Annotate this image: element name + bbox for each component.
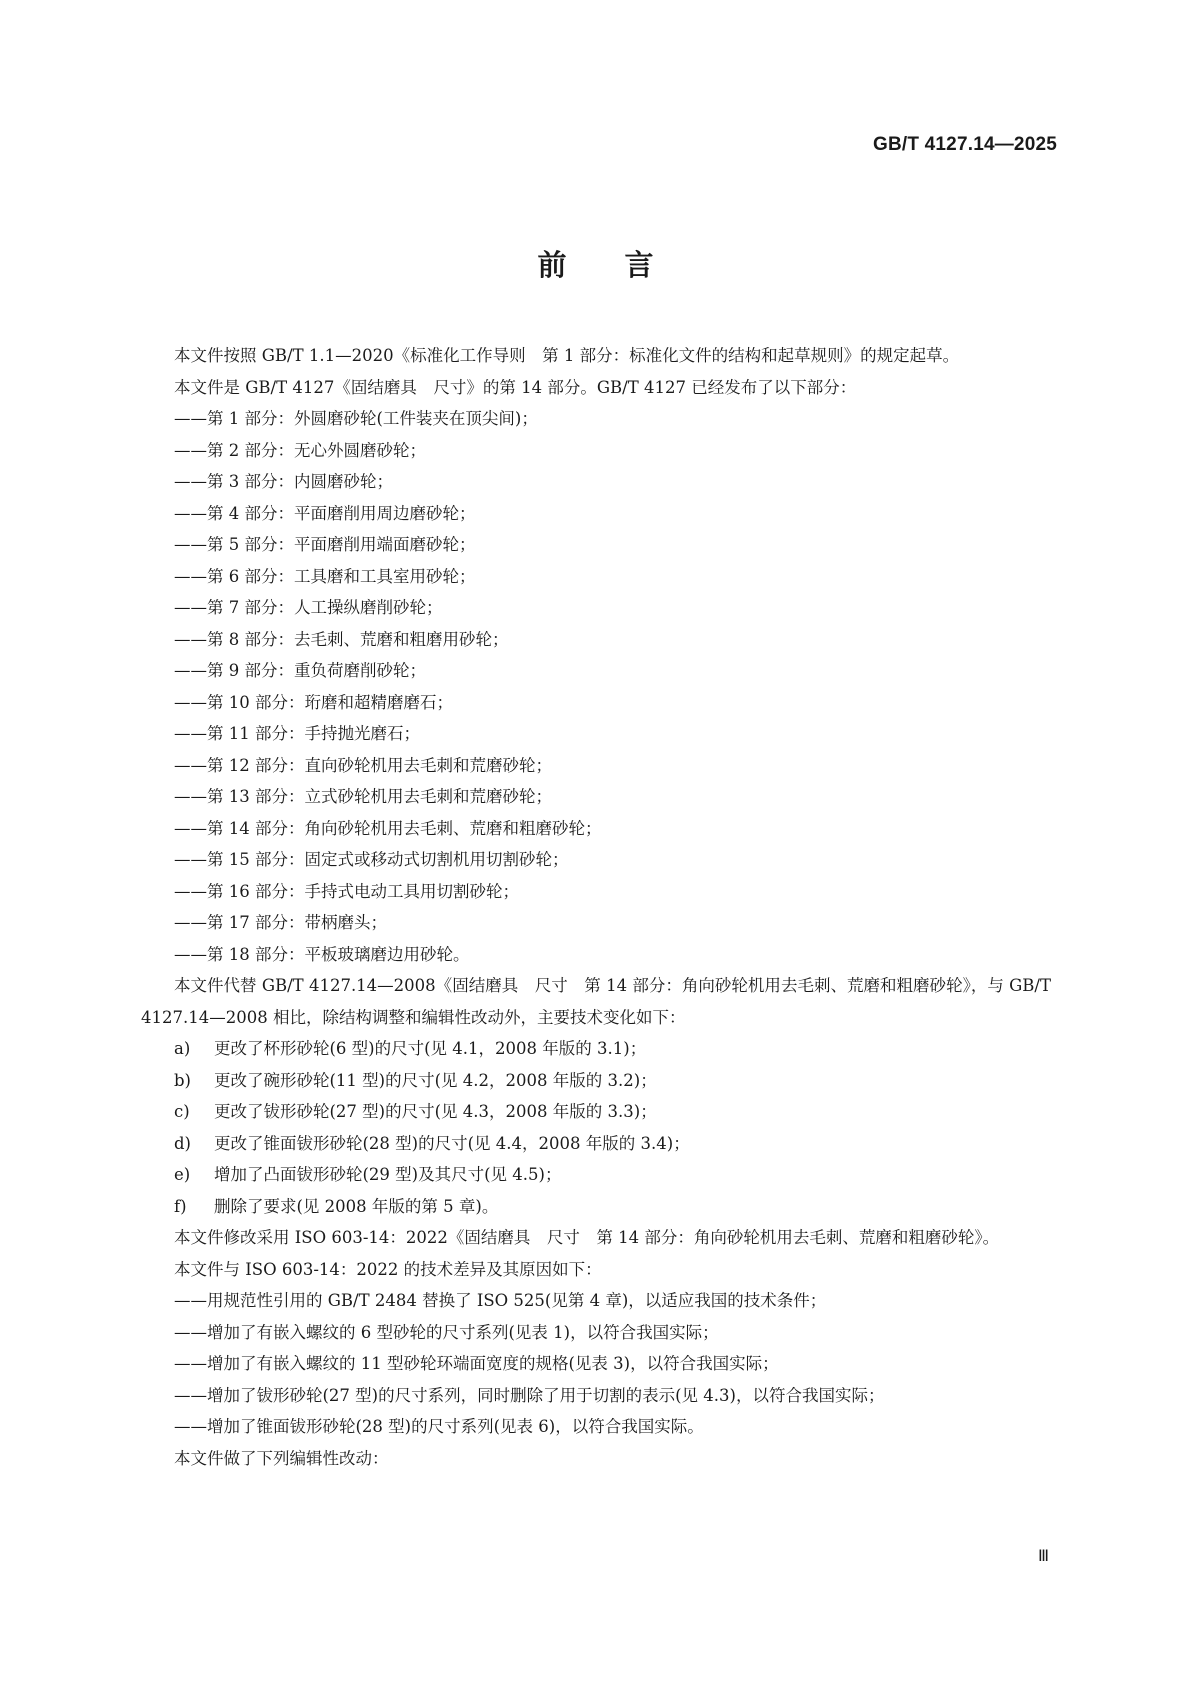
page-number: Ⅲ — [1037, 1548, 1049, 1565]
list-item — [141, 1065, 1051, 1097]
document-body — [141, 340, 1051, 1474]
list-item — [141, 1191, 1051, 1223]
list-item: ——第 18 部分：平板玻璃磨边用砂轮。 — [174, 944, 470, 964]
list-item: ——第 12 部分：直向砂轮机用去毛刺和荒磨砂轮； — [174, 755, 552, 775]
list-item: ——用规范性引用的 GB/T 2484 替换了 ISO 525(见第 4 章)，以适应我国的技术条件； — [174, 1291, 827, 1310]
differences-list — [141, 1285, 1051, 1443]
list-item: ——第 17 部分：带柄磨头； — [174, 913, 387, 932]
list-item: ——第 6 部分：工具磨和工具室用砂轮； — [174, 566, 476, 586]
editorial-intro: 本文件做了下列编辑性改动： — [174, 1448, 389, 1468]
part-of-paragraph: 本文件是 GB/T 4127《固结磨具 尺寸》的第 14 部分。GB/T 4127 已经发布了以下部分： — [174, 377, 857, 397]
list-item: ——第 11 部分：手持抛光磨石； — [174, 724, 420, 743]
list-item-letter: b) — [174, 1070, 191, 1090]
list-item: ——第 9 部分：重负荷磨削砂轮； — [174, 661, 426, 680]
replaces-paragraph: 本文件代替 GB/T 4127.14—2008《固结磨具 尺寸 第 14 部分：角向砂轮机用去毛刺、荒磨和粗磨砂轮》，与 GB/T 4127.14—2008 相比，除结构调整和编辑性改动外，主要技术变化如下： — [141, 976, 1051, 1027]
list-item-text: 更改了钹形砂轮(27 型)的尺寸(见 4.3，2008 年版的 3.3)； — [214, 1102, 657, 1121]
list-item: ——第 14 部分：角向砂轮机用去毛刺、荒磨和粗磨砂轮； — [174, 818, 602, 838]
list-item-text: 更改了碗形砂轮(11 型)的尺寸(见 4.2，2008 年版的 3.2)； — [214, 1070, 657, 1090]
list-item-letter: c) — [174, 1102, 190, 1121]
list-item: ——第 4 部分：平面磨削用周边磨砂轮； — [174, 503, 476, 523]
list-item: ——第 1 部分：外圆磨砂轮(工件装夹在顶尖间)； — [174, 409, 538, 428]
list-item-text: 增加了凸面钹形砂轮(29 型)及其尺寸(见 4.5)； — [214, 1165, 562, 1184]
list-item: ——第 5 部分：平面磨削用端面磨砂轮； — [174, 535, 476, 554]
list-item: ——增加了锥面钹形砂轮(28 型)的尺寸系列(见表 6)，以符合我国实际。 — [174, 1417, 704, 1436]
list-item-text: 更改了锥面钹形砂轮(28 型)的尺寸(见 4.4，2008 年版的 3.4)； — [214, 1133, 690, 1153]
list-item: ——第 16 部分：手持式电动工具用切割砂轮； — [174, 881, 519, 901]
changes-list — [141, 1033, 1051, 1222]
parts-list — [141, 403, 1051, 970]
list-item-letter: f) — [174, 1196, 187, 1216]
list-item-text: 更改了杯形砂轮(6 型)的尺寸(见 4.1，2008 年版的 3.1)； — [214, 1039, 647, 1058]
list-item: ——第 2 部分：无心外圆磨砂轮； — [174, 440, 426, 460]
list-item: ——第 10 部分：珩磨和超精磨磨石； — [174, 692, 453, 712]
list-item: ——第 15 部分：固定式或移动式切割机用切割砂轮； — [174, 850, 569, 869]
list-item — [141, 1033, 1051, 1065]
drafting-paragraph: 本文件按照 GB/T 1.1—2020《标准化工作导则 第 1 部分：标准化文件的结构和起草规则》的规定起草。 — [174, 346, 960, 365]
list-item — [141, 1159, 1051, 1191]
list-item-letter: a) — [174, 1039, 191, 1058]
list-item: ——增加了钹形砂轮(27 型)的尺寸系列，同时删除了用于切割的表示(见 4.3)，以符合我国实际； — [174, 1385, 885, 1405]
list-item: ——第 3 部分：内圆磨砂轮； — [174, 472, 393, 491]
list-item — [141, 1096, 1051, 1128]
list-item-letter: e) — [174, 1165, 191, 1184]
list-item: ——增加了有嵌入螺纹的 11 型砂轮环端面宽度的规格(见表 3)，以符合我国实际； — [174, 1354, 779, 1373]
adoption-paragraph: 本文件修改采用 ISO 603-14：2022《固结磨具 尺寸 第 14 部分：角向砂轮机用去毛刺、荒磨和粗磨砂轮》。 — [174, 1228, 1000, 1247]
page-title: 前言 — [537, 248, 712, 282]
list-item — [141, 1128, 1051, 1160]
list-item: ——第 13 部分：立式砂轮机用去毛刺和荒磨砂轮； — [174, 787, 552, 806]
list-item-letter: d) — [174, 1133, 191, 1153]
list-item: ——增加了有嵌入螺纹的 6 型砂轮的尺寸系列(见表 1)，以符合我国实际； — [174, 1322, 719, 1342]
list-item-text: 删除了要求(见 2008 年版的第 5 章)。 — [214, 1196, 499, 1216]
differences-intro: 本文件与 ISO 603-14：2022 的技术差异及其原因如下： — [174, 1259, 602, 1279]
list-item: ——第 7 部分：人工操纵磨削砂轮； — [174, 598, 443, 617]
standard-code: GB/T 4127.14—2025 — [872, 134, 1057, 155]
list-item: ——第 8 部分：去毛刺、荒磨和粗磨用砂轮； — [174, 629, 509, 649]
